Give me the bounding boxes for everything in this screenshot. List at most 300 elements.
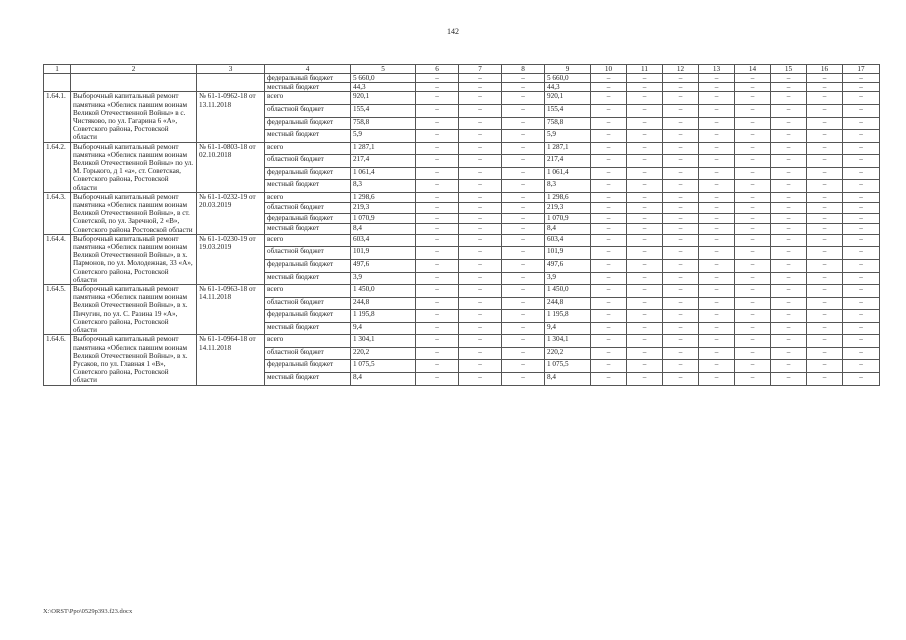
dash-cell: –: [771, 213, 807, 224]
value-col-9: 9,4: [545, 322, 591, 335]
dash-cell: –: [459, 285, 502, 298]
dash-cell: –: [663, 142, 699, 155]
dash-cell: –: [459, 74, 502, 83]
dash-cell: –: [771, 167, 807, 180]
dash-cell: –: [807, 347, 843, 360]
dash-cell: –: [843, 213, 880, 224]
dash-cell: –: [843, 322, 880, 335]
dash-cell: –: [807, 92, 843, 105]
value-col-5: 5,9: [351, 130, 416, 143]
funding-source: областной бюджет: [265, 203, 351, 214]
dash-cell: –: [843, 117, 880, 130]
dash-cell: –: [843, 372, 880, 385]
dash-cell: –: [735, 347, 771, 360]
dash-cell: –: [416, 180, 459, 193]
dash-cell: –: [843, 83, 880, 92]
dash-cell: –: [502, 130, 545, 143]
dash-cell: –: [459, 117, 502, 130]
funding-source: местный бюджет: [265, 180, 351, 193]
dash-cell: –: [699, 83, 735, 92]
dash-cell: –: [627, 297, 663, 310]
dash-cell: –: [627, 167, 663, 180]
value-col-5: 155,4: [351, 104, 416, 117]
dash-cell: –: [502, 285, 545, 298]
dash-cell: –: [416, 213, 459, 224]
dash-cell: –: [591, 203, 627, 214]
value-col-5: 1 450,0: [351, 285, 416, 298]
dash-cell: –: [771, 297, 807, 310]
dash-cell: –: [416, 167, 459, 180]
dash-cell: –: [807, 234, 843, 247]
value-col-9: 219,3: [545, 203, 591, 214]
value-col-5: 1 075,5: [351, 360, 416, 373]
value-col-9: 101,9: [545, 247, 591, 260]
dash-cell: –: [699, 372, 735, 385]
value-col-9: 758,8: [545, 117, 591, 130]
value-col-9: 1 450,0: [545, 285, 591, 298]
dash-cell: –: [699, 155, 735, 168]
dash-cell: –: [699, 347, 735, 360]
item-description: Выборочный капитальный ремонт памятника «Обелиск павшим воинам Великой Отечественной Войны», в х. Пичугин, по ул. С. Разина 19 «А», Советского района, Ростовской области: [71, 285, 197, 335]
dash-cell: –: [416, 224, 459, 235]
dash-cell: –: [591, 310, 627, 323]
dash-cell: –: [663, 224, 699, 235]
value-col-9: 244,8: [545, 297, 591, 310]
column-header: 14: [735, 65, 771, 74]
dash-cell: –: [502, 335, 545, 348]
funding-source: всего: [265, 234, 351, 247]
dash-cell: –: [591, 142, 627, 155]
dash-cell: –: [502, 180, 545, 193]
dash-cell: –: [843, 285, 880, 298]
value-col-9: 1 298,6: [545, 192, 591, 203]
dash-cell: –: [771, 272, 807, 285]
dash-cell: –: [663, 297, 699, 310]
dash-cell: –: [663, 285, 699, 298]
dash-cell: –: [591, 322, 627, 335]
dash-cell: –: [663, 203, 699, 214]
budget-table: [43, 64, 880, 386]
dash-cell: –: [735, 213, 771, 224]
dash-cell: –: [627, 360, 663, 373]
dash-cell: –: [459, 247, 502, 260]
value-col-5: 1 287,1: [351, 142, 416, 155]
dash-cell: –: [591, 117, 627, 130]
dash-cell: –: [735, 167, 771, 180]
funding-source: всего: [265, 142, 351, 155]
value-col-9: 155,4: [545, 104, 591, 117]
dash-cell: –: [771, 130, 807, 143]
value-col-9: 603,4: [545, 234, 591, 247]
dash-cell: –: [459, 192, 502, 203]
dash-cell: –: [843, 92, 880, 105]
value-col-9: 8,4: [545, 372, 591, 385]
dash-cell: –: [591, 372, 627, 385]
dash-cell: –: [699, 117, 735, 130]
dash-cell: –: [735, 104, 771, 117]
dash-cell: –: [502, 83, 545, 92]
value-col-9: 1 195,8: [545, 310, 591, 323]
dash-cell: –: [591, 259, 627, 272]
dash-cell: –: [699, 130, 735, 143]
dash-cell: –: [663, 155, 699, 168]
dash-cell: –: [771, 192, 807, 203]
dash-cell: –: [807, 322, 843, 335]
dash-cell: –: [735, 259, 771, 272]
dash-cell: –: [735, 203, 771, 214]
dash-cell: –: [416, 310, 459, 323]
value-col-5: 3,9: [351, 272, 416, 285]
dash-cell: –: [843, 180, 880, 193]
dash-cell: –: [459, 203, 502, 214]
funding-source: федеральный бюджет: [265, 259, 351, 272]
column-header: 1: [44, 65, 71, 74]
dash-cell: –: [807, 74, 843, 83]
value-col-5: 220,2: [351, 347, 416, 360]
dash-cell: –: [416, 335, 459, 348]
dash-cell: –: [591, 234, 627, 247]
dash-cell: –: [735, 322, 771, 335]
dash-cell: –: [807, 155, 843, 168]
dash-cell: –: [843, 167, 880, 180]
dash-cell: –: [459, 297, 502, 310]
dash-cell: –: [416, 83, 459, 92]
funding-source: федеральный бюджет: [265, 310, 351, 323]
dash-cell: –: [627, 285, 663, 298]
item-document-number: № 61-1-0963-18 от 14.11.2018: [197, 285, 265, 335]
dash-cell: –: [416, 372, 459, 385]
dash-cell: –: [459, 142, 502, 155]
dash-cell: –: [627, 92, 663, 105]
funding-source: областной бюджет: [265, 155, 351, 168]
item-number: 1.64.4.: [44, 234, 71, 284]
dash-cell: –: [699, 167, 735, 180]
dash-cell: –: [843, 297, 880, 310]
dash-cell: –: [771, 322, 807, 335]
dash-cell: –: [807, 297, 843, 310]
dash-cell: –: [807, 104, 843, 117]
dash-cell: –: [416, 155, 459, 168]
column-header: 3: [197, 65, 265, 74]
table-row: [44, 234, 880, 247]
dash-cell: –: [843, 155, 880, 168]
dash-cell: –: [771, 180, 807, 193]
item-number: 1.64.6.: [44, 335, 71, 385]
funding-source: местный бюджет: [265, 272, 351, 285]
item-description: Выборочный капитальный ремонт памятника «Обелиск павшим воинам Великой Отечественной Войны», в х. Пармонов, по ул. Молодежная, 33 «А», Советского района, Ростовской области: [71, 234, 197, 284]
value-col-5: 603,4: [351, 234, 416, 247]
dash-cell: –: [416, 285, 459, 298]
dash-cell: –: [699, 247, 735, 260]
column-header: 2: [71, 65, 197, 74]
column-header: 13: [699, 65, 735, 74]
value-col-5: 1 061,4: [351, 167, 416, 180]
dash-cell: –: [843, 347, 880, 360]
dash-cell: –: [771, 224, 807, 235]
dash-cell: –: [771, 360, 807, 373]
dash-cell: –: [591, 180, 627, 193]
dash-cell: –: [502, 167, 545, 180]
table-row: [44, 285, 880, 298]
column-header: 11: [627, 65, 663, 74]
dash-cell: –: [502, 192, 545, 203]
value-col-5: 101,9: [351, 247, 416, 260]
column-header: 5: [351, 65, 416, 74]
item-description: Выборочный капитальный ремонт памятника «Обелиск павшим воинам Великой Отечественной Войны» в с. Чистяково, по ул. Гагарина 6 «А», Советского района, Ростовской области: [71, 92, 197, 142]
value-col-5: 5 660,0: [351, 74, 416, 83]
funding-source: всего: [265, 335, 351, 348]
dash-cell: –: [771, 259, 807, 272]
value-col-9: 920,1: [545, 92, 591, 105]
dash-cell: –: [627, 234, 663, 247]
dash-cell: –: [735, 310, 771, 323]
dash-cell: –: [771, 74, 807, 83]
dash-cell: –: [663, 130, 699, 143]
funding-source: местный бюджет: [265, 372, 351, 385]
dash-cell: –: [699, 192, 735, 203]
dash-cell: –: [771, 142, 807, 155]
dash-cell: –: [502, 142, 545, 155]
item-description: Выборочный капитальный ремонт памятника «Обелиск павшим воинам Великой Отечественной Войны» по ул. М. Горького, д 1 «а», ст. Советская, Советского района, Ростовской области: [71, 142, 197, 192]
dash-cell: –: [843, 247, 880, 260]
dash-cell: –: [502, 360, 545, 373]
dash-cell: –: [735, 297, 771, 310]
dash-cell: –: [627, 335, 663, 348]
dash-cell: –: [502, 92, 545, 105]
dash-cell: –: [459, 272, 502, 285]
value-col-5: 9,4: [351, 322, 416, 335]
dash-cell: –: [591, 285, 627, 298]
dash-cell: –: [735, 83, 771, 92]
funding-source: федеральный бюджет: [265, 213, 351, 224]
dash-cell: –: [663, 372, 699, 385]
dash-cell: –: [627, 224, 663, 235]
dash-cell: –: [416, 360, 459, 373]
value-col-5: 1 070,9: [351, 213, 416, 224]
dash-cell: –: [735, 224, 771, 235]
dash-cell: –: [627, 203, 663, 214]
dash-cell: –: [502, 259, 545, 272]
dash-cell: –: [807, 272, 843, 285]
dash-cell: –: [735, 142, 771, 155]
funding-source: местный бюджет: [265, 224, 351, 235]
value-col-9: 3,9: [545, 272, 591, 285]
table-row: [44, 92, 880, 105]
dash-cell: –: [807, 213, 843, 224]
dash-cell: –: [735, 92, 771, 105]
value-col-5: 1 304,1: [351, 335, 416, 348]
dash-cell: –: [663, 83, 699, 92]
funding-source: областной бюджет: [265, 347, 351, 360]
dash-cell: –: [663, 360, 699, 373]
dash-cell: –: [591, 360, 627, 373]
dash-cell: –: [591, 224, 627, 235]
dash-cell: –: [591, 335, 627, 348]
dash-cell: –: [699, 297, 735, 310]
footer-file-path: X:\ORST\Ppo\0529p393.f23.docx: [43, 608, 133, 615]
dash-cell: –: [735, 234, 771, 247]
dash-cell: –: [416, 130, 459, 143]
funding-source: федеральный бюджет: [265, 117, 351, 130]
item-number: 1.64.1.: [44, 92, 71, 142]
dash-cell: –: [627, 322, 663, 335]
dash-cell: –: [591, 74, 627, 83]
dash-cell: –: [627, 192, 663, 203]
column-header: 8: [502, 65, 545, 74]
dash-cell: –: [699, 142, 735, 155]
dash-cell: –: [502, 117, 545, 130]
dash-cell: –: [843, 74, 880, 83]
dash-cell: –: [591, 272, 627, 285]
dash-cell: –: [459, 335, 502, 348]
dash-cell: –: [591, 192, 627, 203]
table-row: [44, 74, 880, 83]
item-document-number: № 61-1-0232-19 от 20.03.2019: [197, 192, 265, 234]
dash-cell: –: [416, 74, 459, 83]
dash-cell: –: [735, 360, 771, 373]
dash-cell: –: [627, 83, 663, 92]
dash-cell: –: [843, 335, 880, 348]
column-header: 7: [459, 65, 502, 74]
value-col-5: 497,6: [351, 259, 416, 272]
dash-cell: –: [627, 247, 663, 260]
item-document-number: № 61-1-0964-18 от 14.11.2018: [197, 335, 265, 385]
dash-cell: –: [843, 360, 880, 373]
funding-source: местный бюджет: [265, 83, 351, 92]
dash-cell: –: [627, 259, 663, 272]
dash-cell: –: [591, 130, 627, 143]
dash-cell: –: [502, 74, 545, 83]
dash-cell: –: [591, 297, 627, 310]
funding-source: областной бюджет: [265, 104, 351, 117]
dash-cell: –: [627, 180, 663, 193]
dash-cell: –: [807, 259, 843, 272]
dash-cell: –: [416, 92, 459, 105]
value-col-5: 219,3: [351, 203, 416, 214]
dash-cell: –: [699, 285, 735, 298]
dash-cell: –: [663, 234, 699, 247]
item-number: 1.64.5.: [44, 285, 71, 335]
dash-cell: –: [843, 310, 880, 323]
dash-cell: –: [735, 335, 771, 348]
dash-cell: –: [459, 213, 502, 224]
dash-cell: –: [843, 142, 880, 155]
item-number: 1.64.3.: [44, 192, 71, 234]
dash-cell: –: [735, 372, 771, 385]
item-document-number: [197, 74, 265, 92]
funding-source: всего: [265, 92, 351, 105]
dash-cell: –: [627, 104, 663, 117]
dash-cell: –: [663, 117, 699, 130]
dash-cell: –: [416, 272, 459, 285]
dash-cell: –: [416, 203, 459, 214]
dash-cell: –: [663, 322, 699, 335]
value-col-9: 1 075,5: [545, 360, 591, 373]
value-col-5: 758,8: [351, 117, 416, 130]
dash-cell: –: [843, 203, 880, 214]
dash-cell: –: [699, 203, 735, 214]
dash-cell: –: [771, 83, 807, 92]
dash-cell: –: [627, 347, 663, 360]
column-header: 15: [771, 65, 807, 74]
dash-cell: –: [459, 322, 502, 335]
funding-source: областной бюджет: [265, 297, 351, 310]
dash-cell: –: [459, 224, 502, 235]
value-col-9: 217,4: [545, 155, 591, 168]
dash-cell: –: [663, 335, 699, 348]
dash-cell: –: [699, 104, 735, 117]
dash-cell: –: [416, 117, 459, 130]
page-number: 142: [447, 27, 459, 36]
value-col-9: 44,3: [545, 83, 591, 92]
dash-cell: –: [771, 104, 807, 117]
dash-cell: –: [699, 213, 735, 224]
value-col-5: 920,1: [351, 92, 416, 105]
value-col-9: 8,3: [545, 180, 591, 193]
dash-cell: –: [663, 310, 699, 323]
dash-cell: –: [416, 192, 459, 203]
dash-cell: –: [502, 224, 545, 235]
dash-cell: –: [663, 347, 699, 360]
funding-source: местный бюджет: [265, 322, 351, 335]
dash-cell: –: [459, 360, 502, 373]
dash-cell: –: [502, 234, 545, 247]
column-header: 12: [663, 65, 699, 74]
dash-cell: –: [807, 247, 843, 260]
dash-cell: –: [735, 155, 771, 168]
dash-cell: –: [502, 272, 545, 285]
dash-cell: –: [771, 155, 807, 168]
value-col-9: 5,9: [545, 130, 591, 143]
dash-cell: –: [735, 180, 771, 193]
dash-cell: –: [663, 180, 699, 193]
value-col-9: 1 304,1: [545, 335, 591, 348]
dash-cell: –: [591, 167, 627, 180]
table-row: [44, 335, 880, 348]
dash-cell: –: [771, 234, 807, 247]
column-header-row: [44, 65, 880, 74]
dash-cell: –: [502, 104, 545, 117]
dash-cell: –: [771, 285, 807, 298]
dash-cell: –: [502, 203, 545, 214]
dash-cell: –: [459, 104, 502, 117]
dash-cell: –: [627, 155, 663, 168]
funding-source: всего: [265, 285, 351, 298]
dash-cell: –: [771, 335, 807, 348]
dash-cell: –: [699, 335, 735, 348]
dash-cell: –: [771, 117, 807, 130]
dash-cell: –: [699, 224, 735, 235]
dash-cell: –: [699, 74, 735, 83]
value-col-5: 1 195,8: [351, 310, 416, 323]
dash-cell: –: [843, 130, 880, 143]
dash-cell: –: [843, 259, 880, 272]
dash-cell: –: [663, 247, 699, 260]
item-description: [71, 74, 197, 92]
dash-cell: –: [502, 372, 545, 385]
dash-cell: –: [591, 213, 627, 224]
funding-source: федеральный бюджет: [265, 360, 351, 373]
dash-cell: –: [627, 130, 663, 143]
dash-cell: –: [771, 310, 807, 323]
dash-cell: –: [771, 247, 807, 260]
dash-cell: –: [735, 285, 771, 298]
table-row: [44, 142, 880, 155]
dash-cell: –: [627, 272, 663, 285]
dash-cell: –: [459, 92, 502, 105]
dash-cell: –: [459, 234, 502, 247]
dash-cell: –: [459, 347, 502, 360]
